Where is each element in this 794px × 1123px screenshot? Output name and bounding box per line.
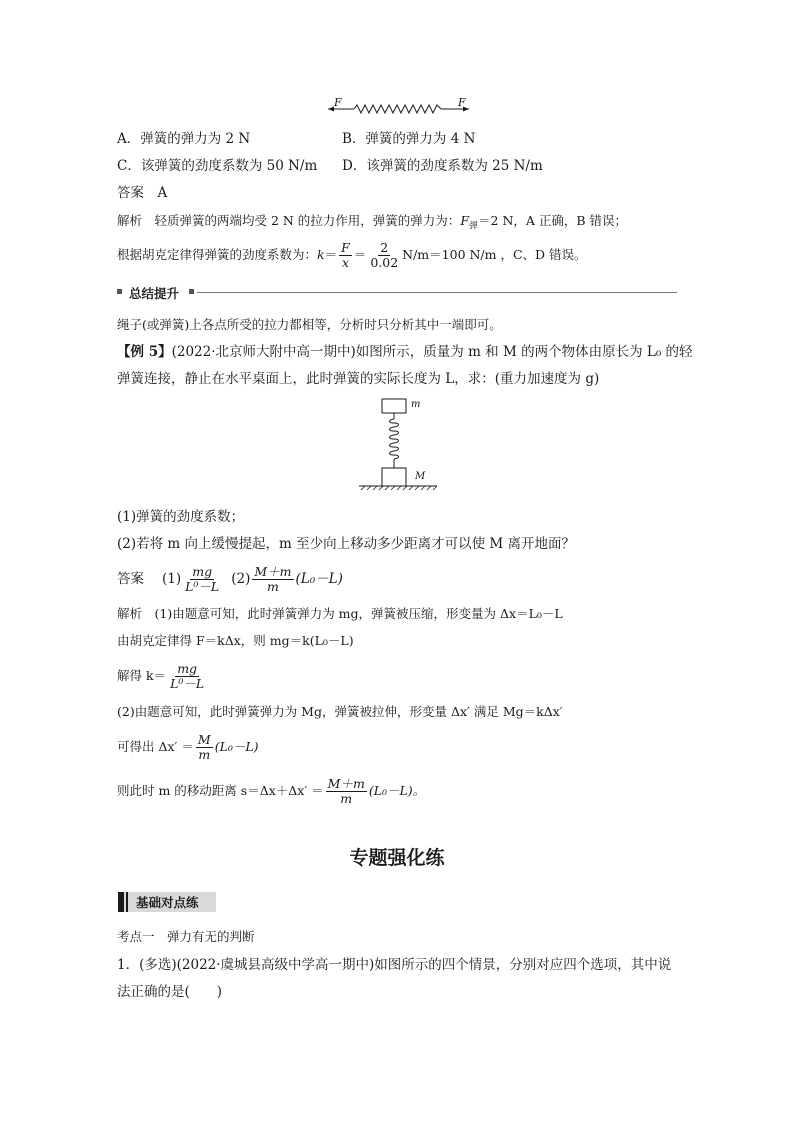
fraction-Mm-over-m	[252, 565, 293, 594]
vertical-spring-diagram	[355, 395, 445, 495]
frac-den: L⁰－L	[170, 675, 205, 691]
answer-2-part2: (2)	[231, 571, 251, 587]
force-label-left: F	[334, 96, 342, 109]
summary-text: 绳子(或弹簧)上各点所受的拉力都相等，分析时只分析其中一端即可。	[117, 317, 502, 332]
analysis-1-sub: 弹	[469, 221, 479, 232]
answer-1: 答案 A	[117, 185, 168, 201]
frac-num: M＋m	[327, 775, 365, 791]
frac-den: m	[340, 790, 353, 806]
kaodian-heading: 考点一 弹力有无的判断	[117, 929, 255, 944]
frac-num: 2	[380, 239, 389, 255]
mass-M-label: M	[415, 471, 426, 482]
option-d: D．该弹簧的劲度系数为 25 N/m	[342, 158, 543, 174]
frac-den: m	[198, 746, 211, 762]
analysis-1-eq1: ＝	[324, 247, 338, 262]
analysis-1-k: k	[317, 247, 325, 262]
summary-heading-row	[117, 284, 677, 300]
section-bar-edge	[118, 892, 124, 912]
section-title: 专题强化练	[349, 847, 445, 869]
frac-num: M	[197, 731, 211, 747]
force-label-right: F	[458, 96, 466, 109]
analysis-1-line2-suffix: N/m＝100 N/m ，C、D 错误。	[402, 247, 587, 262]
fraction-k	[168, 662, 206, 691]
analysis-1-line1	[117, 212, 627, 236]
answer-2-part1: (1)	[162, 571, 182, 587]
option-a: A．弹簧的弹力为 2 N	[117, 131, 251, 147]
answer-2	[117, 561, 343, 597]
analysis-2-l5-prefix: 可得出 Δx′ ＝	[117, 739, 194, 754]
example-5-line1	[117, 343, 693, 361]
analysis-2-line4: (2)由题意可知，此时弹簧弹力为 Mg，弹簧被拉伸，形变量 Δx′ 满足 Mg＝kΔx′	[117, 704, 563, 719]
frac-den: L⁰－L	[185, 578, 220, 594]
square-bullet-icon	[189, 289, 194, 294]
analysis-1-eq2: ＝	[353, 247, 367, 262]
analysis-2-l3-prefix: 解得 k＝	[117, 668, 167, 683]
example-5-text1: (2022·北京师大附中高一期中)如图所示，质量为 m 和 M 的两个物体由原长为 L₀ 的轻	[171, 344, 693, 360]
question-2: (2)若将 m 向上缓慢提起，m 至少向上移动多少距离才可以使 M 离开地面？	[117, 536, 576, 552]
analysis-1-line2	[117, 238, 587, 272]
fraction-mg-over-L0-L	[183, 565, 221, 594]
analysis-1-suffix: ＝2 N，A 正确，B 错误；	[478, 213, 628, 228]
fraction-M-over-m	[196, 733, 213, 762]
analysis-1-prefix: 解析 轻质弹簧的两端均受 2 N 的拉力作用，弹簧的弹力为：	[117, 213, 461, 228]
frac-num: mg	[192, 563, 213, 579]
analysis-2-line2: 由胡克定律得 F＝kΔx，则 mg＝k(L₀－L)	[117, 633, 354, 648]
question-1: (1)弹簧的劲度系数；	[117, 509, 245, 525]
frac-num: M＋m	[254, 563, 292, 579]
summary-divider	[197, 292, 677, 293]
fraction-Mm-over-m-2	[326, 777, 367, 806]
example-5-line2: 弹簧连接，静止在水平桌面上，此时弹簧的实际长度为 L，求：(重力加速度为 g)	[117, 371, 600, 387]
analysis-2-line1: 解析 (1)由题意可知，此时弹簧弹力为 mg，弹簧被压缩，形变量为 Δx＝L₀－L	[117, 606, 563, 621]
analysis-2-line3	[117, 658, 208, 694]
section-bar-edge-thin	[126, 892, 128, 912]
option-c: C．该弹簧的劲度系数为 50 N/m	[117, 158, 318, 174]
summary-heading: 总结提升	[129, 286, 180, 301]
section-bar	[118, 892, 216, 912]
analysis-1-F: F	[460, 213, 469, 228]
frac-den: m	[267, 578, 279, 594]
frac-num: mg	[177, 660, 198, 676]
analysis-2-l5-tail: (L₀－L)	[214, 739, 259, 754]
analysis-1-line2-prefix: 根据胡克定律得弹簧的劲度系数为：	[117, 247, 318, 262]
square-bullet-icon	[117, 289, 122, 294]
spring-figure-horizontal	[326, 96, 476, 116]
example-tag: 【例 5】	[117, 344, 172, 360]
analysis-2-line6	[117, 773, 425, 809]
frac-den: x	[341, 254, 349, 270]
problem-1-line1: 1．(多选)(2022·虞城县高级中学高一期中)如图所示的四个情景，分别对应四个选项，其中说	[117, 957, 672, 973]
option-b: B．弹簧的弹力为 4 N	[342, 131, 476, 147]
section-bar-label: 基础对点练	[136, 895, 199, 910]
fraction-2-over-002	[368, 241, 400, 270]
mass-m-label: m	[411, 399, 421, 410]
problem-1-line2: 法正确的是( )	[117, 984, 223, 1000]
analysis-2-l6-prefix: 则此时 m 的移动距离 s＝Δx＋Δx′ ＝	[117, 783, 324, 798]
analysis-2-l6-tail: (L₀－L)。	[368, 783, 426, 798]
fraction-F-over-x	[339, 241, 352, 270]
vertical-spring-figure	[355, 395, 445, 495]
answer-2-label: 答案	[117, 571, 144, 587]
analysis-2-line5	[117, 729, 259, 765]
frac-num: F	[341, 239, 350, 255]
answer-2-tail: (L₀－L)	[295, 571, 343, 587]
frac-den: 0.02	[370, 254, 399, 270]
horizontal-spring-diagram	[326, 96, 476, 116]
